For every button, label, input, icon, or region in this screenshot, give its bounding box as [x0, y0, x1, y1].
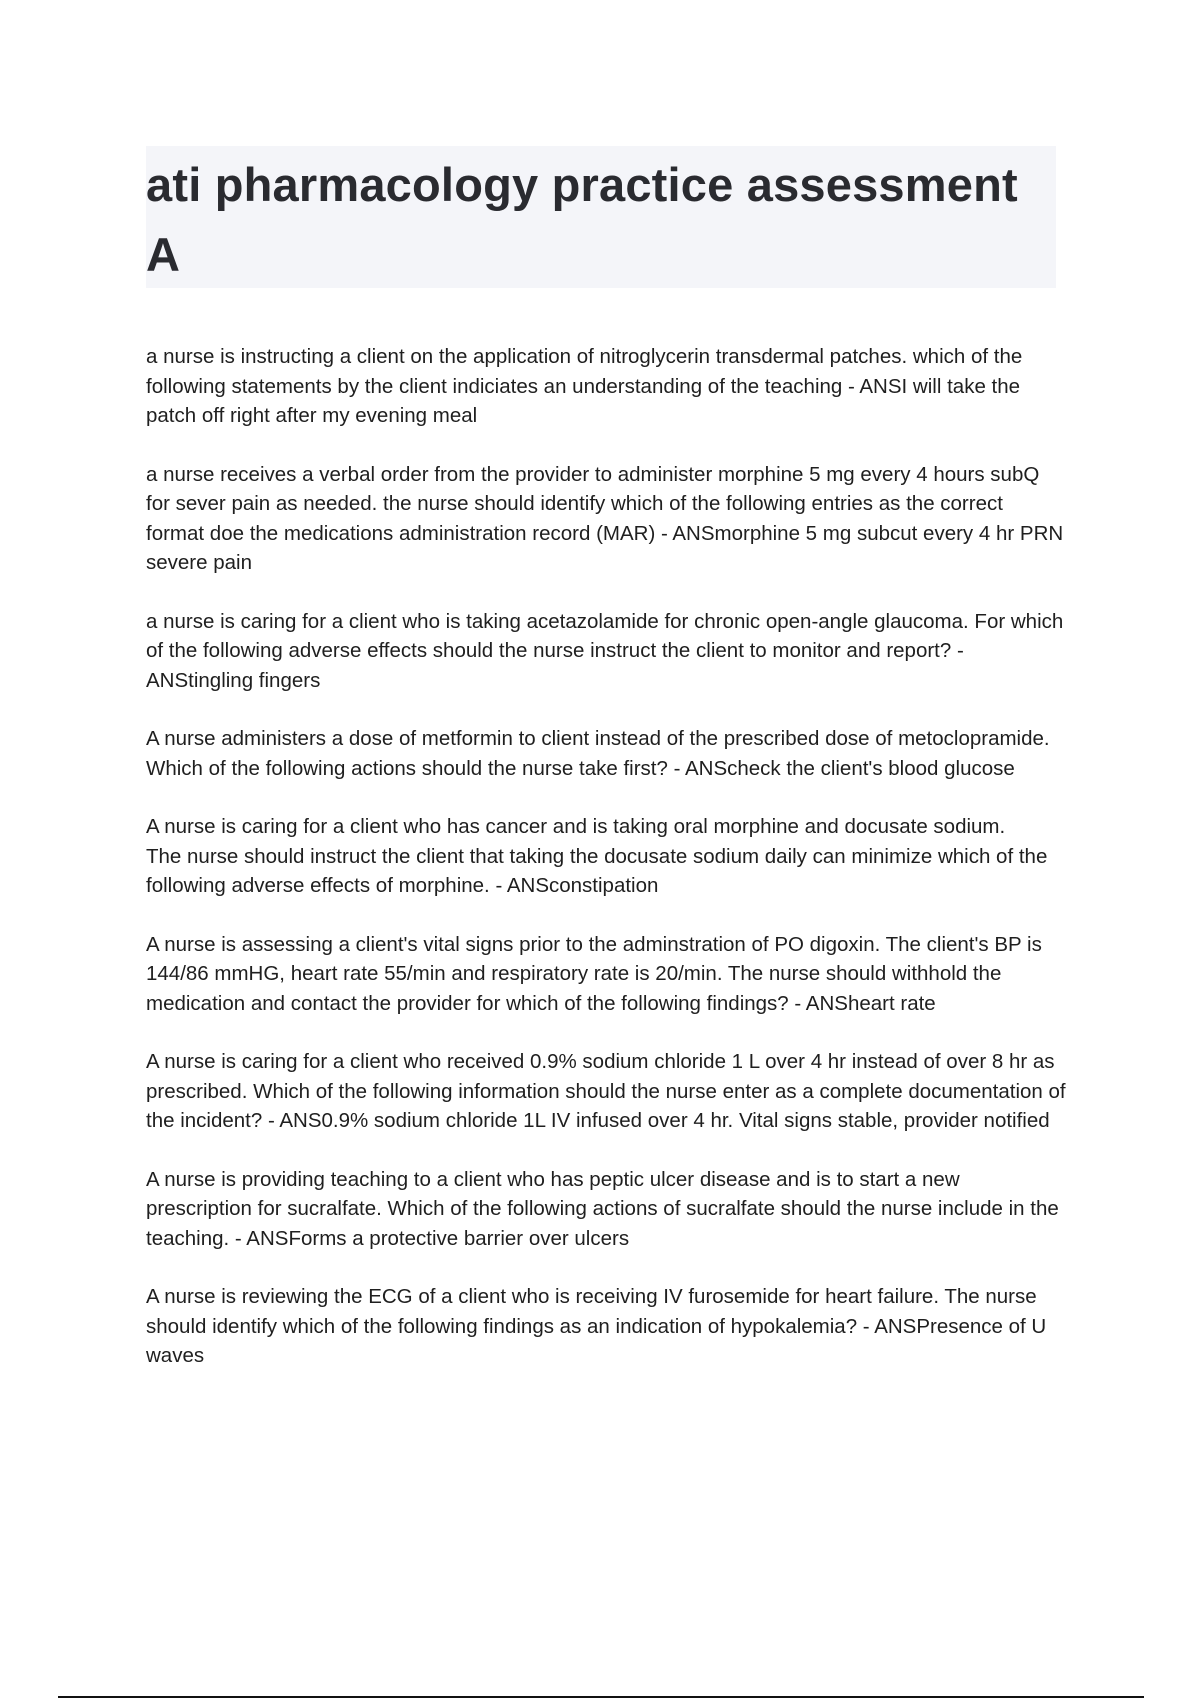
- question-entry-9: A nurse is reviewing the ECG of a client who is receiving IV furosemide for heart failure. The nurse should identify which of the following findings as an indication of hypokalemia? - ANSPresence of U waves: [146, 1285, 1047, 1367]
- question-entry-2: a nurse receives a verbal order from the provider to administer morphine 5 mg every 4 hours subQ for sever pain as needed. the nurse should identify which of the following entries as the correct format doe the medications administration record (MAR) - ANSmorphine 5 mg subcut every 4 hr PRN severe pain: [146, 462, 1064, 574]
- question-entry-1: a nurse is instructing a client on the application of nitroglycerin transdermal patches. which of the following statements by the client indiciates an understanding of the teaching - ANSI will take the patch off right after my evening meal: [146, 345, 1023, 427]
- title-banner: [146, 146, 1056, 288]
- question-entry-7: A nurse is caring for a client who received 0.9% sodium chloride 1 L over 4 hr instead of over 8 hr as prescribed. Which of the following information should the nurse enter as a complete documentation of the incident? - ANS0.9% sodium chloride 1L IV infused over 4 hr. Vital signs stable, provider notified: [146, 1050, 1066, 1132]
- question-entry-5: A nurse is caring for a client who has cancer and is taking oral morphine and docusate sodium. The nurse should instruct the client that taking the docusate sodium daily can minimize which of the following adverse effects of morphine. - ANSconstipation: [146, 815, 1048, 897]
- question-entry-3: a nurse is caring for a client who is taking acetazolamide for chronic open-angle glaucoma. For which of the following adverse effects should the nurse instruct the client to monitor and report? - ANStingling fingers: [146, 609, 1064, 692]
- question-entry-8: A nurse is providing teaching to a client who has peptic ulcer disease and is to start a new prescription for sucralfate. Which of the following actions of sucralfate should the nurse include in the teaching. - ANSForms a protective barrier over ulcers: [146, 1167, 1059, 1250]
- document-title: ati pharmacology practice assessment A: [146, 158, 1018, 281]
- footer-divider: [58, 1696, 1144, 1698]
- question-list: [146, 342, 1066, 1400]
- question-entry-4: A nurse administers a dose of metformin to client instead of the prescribed dose of metoclopramide. Which of the following actions should the nurse take first? - ANScheck the client's blood glucose: [146, 727, 1050, 780]
- question-entry-6: A nurse is assessing a client's vital signs prior to the adminstration of PO digoxin. The client's BP is 144/86 mmHG, heart rate 55/min and respiratory rate is 20/min. The nurse should withhold the medication and contact the provider for which of the following findings? - ANSheart rate: [146, 932, 1042, 1015]
